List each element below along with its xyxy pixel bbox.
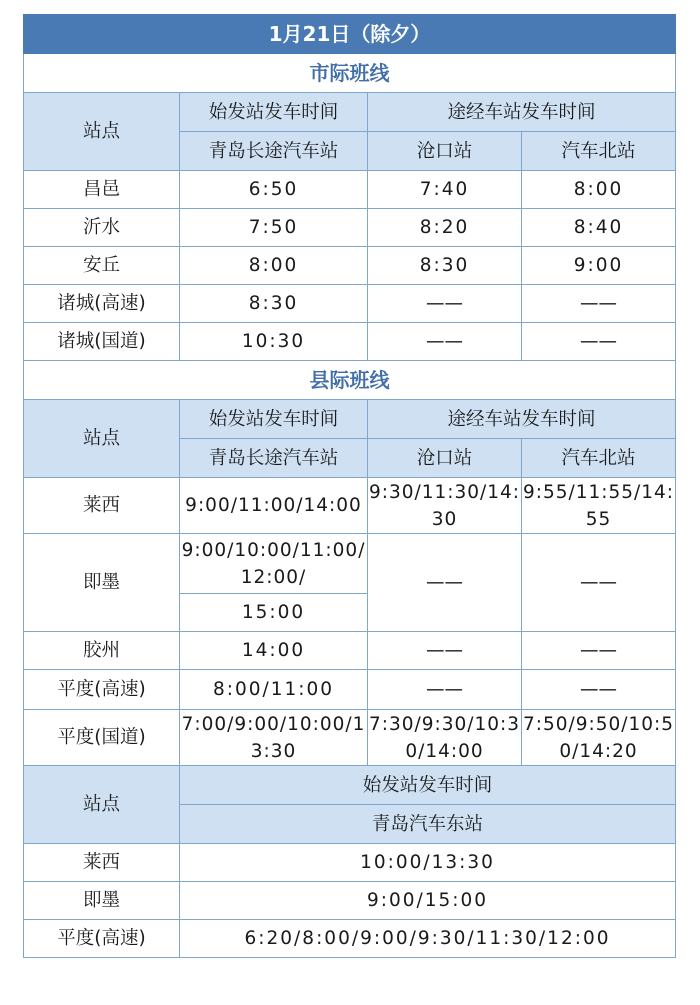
via2-time-cell: 7:50/9:50/10:50/14:20: [522, 710, 676, 766]
via1-time-cell: ——: [368, 323, 522, 361]
via2-time-cell: ——: [522, 323, 676, 361]
header-via2: 汽车北站: [522, 132, 676, 171]
origin-time-cell: 9:00/10:00/11:00/12:00/: [180, 534, 368, 594]
station-cell: 平度(高速): [24, 920, 180, 958]
station-cell: 平度(国道): [24, 710, 180, 766]
via2-time-cell: ——: [522, 632, 676, 670]
via1-time-cell: 7:40: [368, 171, 522, 209]
header-via-time: 途经车站发车时间: [368, 400, 676, 439]
header-station: 站点: [24, 400, 180, 478]
via2-time-cell: 8:00: [522, 171, 676, 209]
header-origin-time: 始发站发车时间: [180, 93, 368, 132]
via1-time-cell: 8:20: [368, 209, 522, 247]
via1-time-cell: 7:30/9:30/10:30/14:00: [368, 710, 522, 766]
via2-time-cell: ——: [522, 285, 676, 323]
page-title: 1月21日（除夕）: [24, 15, 676, 54]
table-row: [24, 209, 676, 247]
via2-time-cell: 9:00: [522, 247, 676, 285]
station-cell: 即墨: [24, 534, 180, 632]
table-row: [24, 920, 676, 958]
table-row: [24, 710, 676, 766]
table-row: [24, 670, 676, 710]
origin-time-cell: 9:00/11:00/14:00: [180, 478, 368, 534]
origin-time-cell: 10:30: [180, 323, 368, 361]
via2-time-cell: ——: [522, 670, 676, 710]
schedule-container: [23, 14, 675, 958]
header-via1: 沧口站: [368, 439, 522, 478]
station-cell: 安丘: [24, 247, 180, 285]
station-cell: 诸城(高速): [24, 285, 180, 323]
station-cell: 即墨: [24, 882, 180, 920]
origin-time-cell: 6:20/8:00/9:00/9:30/11:30/12:00: [180, 920, 676, 958]
section-title-county: 县际班线: [24, 361, 676, 400]
table-row: [24, 285, 676, 323]
via2-time-cell: 9:55/11:55/14:55: [522, 478, 676, 534]
via1-time-cell: ——: [368, 670, 522, 710]
via2-time-cell: 8:40: [522, 209, 676, 247]
origin-time-cell: 7:00/9:00/10:00/13:30: [180, 710, 368, 766]
table-row: [24, 632, 676, 670]
origin-time-cell: 8:00/11:00: [180, 670, 368, 710]
table-row: [24, 247, 676, 285]
section-title-intercity: 市际班线: [24, 54, 676, 93]
header-origin-time: 始发站发车时间: [180, 400, 368, 439]
header-origin-time: 始发站发车时间: [180, 766, 676, 805]
table-row: [24, 478, 676, 534]
header-via-time: 途经车站发车时间: [368, 93, 676, 132]
origin-time-cell: 15:00: [180, 594, 368, 632]
origin-time-cell: 7:50: [180, 209, 368, 247]
via1-time-cell: 9:30/11:30/14:30: [368, 478, 522, 534]
via1-time-cell: 8:30: [368, 247, 522, 285]
table-row: [24, 882, 676, 920]
origin-time-cell: 8:00: [180, 247, 368, 285]
via1-time-cell: ——: [368, 632, 522, 670]
origin-time-cell: 9:00/15:00: [180, 882, 676, 920]
header-origin-station: 青岛汽车东站: [180, 805, 676, 844]
header-via2: 汽车北站: [522, 439, 676, 478]
origin-time-cell: 6:50: [180, 171, 368, 209]
header-origin-station: 青岛长途汽车站: [180, 439, 368, 478]
table-row: [24, 534, 676, 594]
via2-time-cell: ——: [522, 534, 676, 632]
station-cell: 诸城(国道): [24, 323, 180, 361]
table-row: [24, 323, 676, 361]
station-cell: 沂水: [24, 209, 180, 247]
table-row: [24, 171, 676, 209]
table-row: [24, 844, 676, 882]
origin-time-cell: 14:00: [180, 632, 368, 670]
via1-time-cell: ——: [368, 285, 522, 323]
via1-time-cell: ——: [368, 534, 522, 632]
station-cell: 胶州: [24, 632, 180, 670]
station-cell: 莱西: [24, 478, 180, 534]
station-cell: 平度(高速): [24, 670, 180, 710]
header-origin-station: 青岛长途汽车站: [180, 132, 368, 171]
header-station: 站点: [24, 766, 180, 844]
header-station: 站点: [24, 93, 180, 171]
station-cell: 莱西: [24, 844, 180, 882]
origin-time-cell: 8:30: [180, 285, 368, 323]
station-cell: 昌邑: [24, 171, 180, 209]
bus-schedule-table: [23, 14, 676, 958]
header-via1: 沧口站: [368, 132, 522, 171]
origin-time-cell: 10:00/13:30: [180, 844, 676, 882]
